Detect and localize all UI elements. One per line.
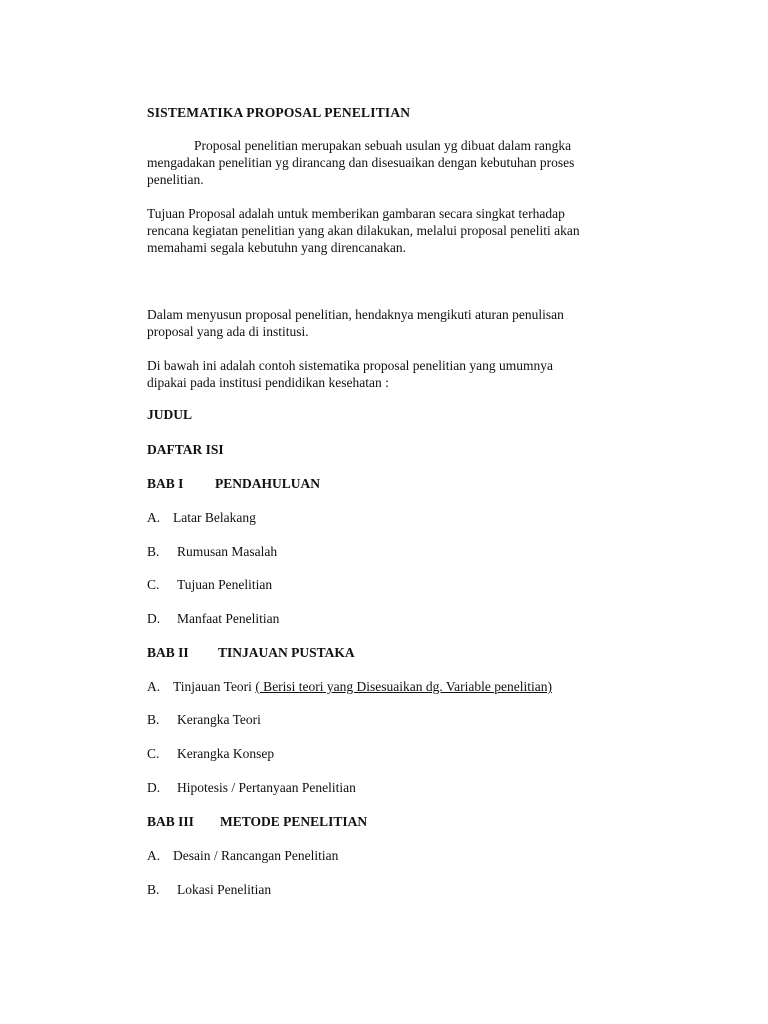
- bab-3-item: [147, 881, 271, 898]
- bab-1-item: [147, 576, 272, 593]
- item-letter: C.: [147, 577, 160, 592]
- item-letter: B.: [147, 882, 160, 897]
- item-letter: C.: [147, 746, 160, 761]
- bab-1-item: [147, 509, 256, 526]
- item-text: Hipotesis / Pertanyaan Penelitian: [177, 780, 356, 795]
- bab-2-number: BAB II: [147, 645, 189, 660]
- document-title: SISTEMATIKA PROPOSAL PENELITIAN: [147, 105, 411, 120]
- heading-judul: JUDUL: [147, 407, 193, 422]
- item-letter: A.: [147, 679, 161, 694]
- paragraph-3-line-2: proposal yang ada di institusi.: [147, 324, 309, 339]
- item-letter: A.: [147, 510, 161, 525]
- paragraph-4-line-1: Di bawah ini adalah contoh sistematika proposal penelitian yang umumnya: [147, 358, 554, 373]
- bab-3-title: METODE PENELITIAN: [220, 814, 368, 829]
- bab-2-heading: [147, 644, 355, 661]
- bab-1-number: BAB I: [147, 476, 184, 491]
- paragraph-1-line-3: penelitian.: [147, 172, 204, 187]
- item-text: Tinjauan Teori: [173, 679, 252, 694]
- item-text: Latar Belakang: [173, 510, 256, 525]
- bab-1-heading: [147, 475, 320, 492]
- bab-3-item: [147, 847, 338, 864]
- bab-3-number: BAB III: [147, 814, 194, 829]
- bab-1-item: [147, 543, 277, 560]
- item-text: Desain / Rancangan Penelitian: [173, 848, 339, 863]
- bab-1-title: PENDAHULUAN: [215, 476, 321, 491]
- item-text: Tujuan Penelitian: [177, 577, 273, 592]
- bab-2-item: [147, 779, 356, 796]
- item-text: Kerangka Teori: [177, 712, 261, 727]
- paragraph-1-line-2: mengadakan penelitian yg dirancang dan disesuaikan dengan kebutuhan proses: [147, 155, 575, 170]
- item-text: Manfaat Penelitian: [177, 611, 280, 626]
- item-letter: A.: [147, 848, 161, 863]
- bab-2-title: TINJAUAN PUSTAKA: [218, 645, 355, 660]
- bab-2-item: [147, 678, 552, 695]
- paragraph-2-line-1: Tujuan Proposal adalah untuk memberikan gambaran secara singkat terhadap: [147, 206, 565, 221]
- item-letter: D.: [147, 780, 161, 795]
- item-note: ( Berisi teori yang Disesuaikan dg. Variable penelitian): [255, 679, 552, 694]
- heading-daftar-isi: DAFTAR ISI: [147, 442, 224, 457]
- item-text: Kerangka Konsep: [177, 746, 275, 761]
- bab-2-item: [147, 745, 274, 762]
- item-letter: D.: [147, 611, 161, 626]
- item-text: Rumusan Masalah: [177, 544, 278, 559]
- paragraph-3-line-1: Dalam menyusun proposal penelitian, hendaknya mengikuti aturan penulisan: [147, 307, 564, 322]
- bab-3-heading: [147, 813, 367, 830]
- bab-1-item: [147, 610, 279, 627]
- bab-2-item: [147, 711, 261, 728]
- paragraph-1-line-1: Proposal penelitian merupakan sebuah usulan yg dibuat dalam rangka: [194, 138, 572, 153]
- item-letter: B.: [147, 712, 160, 727]
- paragraph-4-line-2: dipakai pada institusi pendidikan kesehatan :: [147, 375, 389, 390]
- paragraph-2-line-3: memahami segala kebutuhn yang direncanakan.: [147, 240, 407, 255]
- item-text: Lokasi Penelitian: [177, 882, 272, 897]
- paragraph-2-line-2: rencana kegiatan penelitian yang akan dilakukan, melalui proposal peneliti akan: [147, 223, 580, 238]
- item-letter: B.: [147, 544, 160, 559]
